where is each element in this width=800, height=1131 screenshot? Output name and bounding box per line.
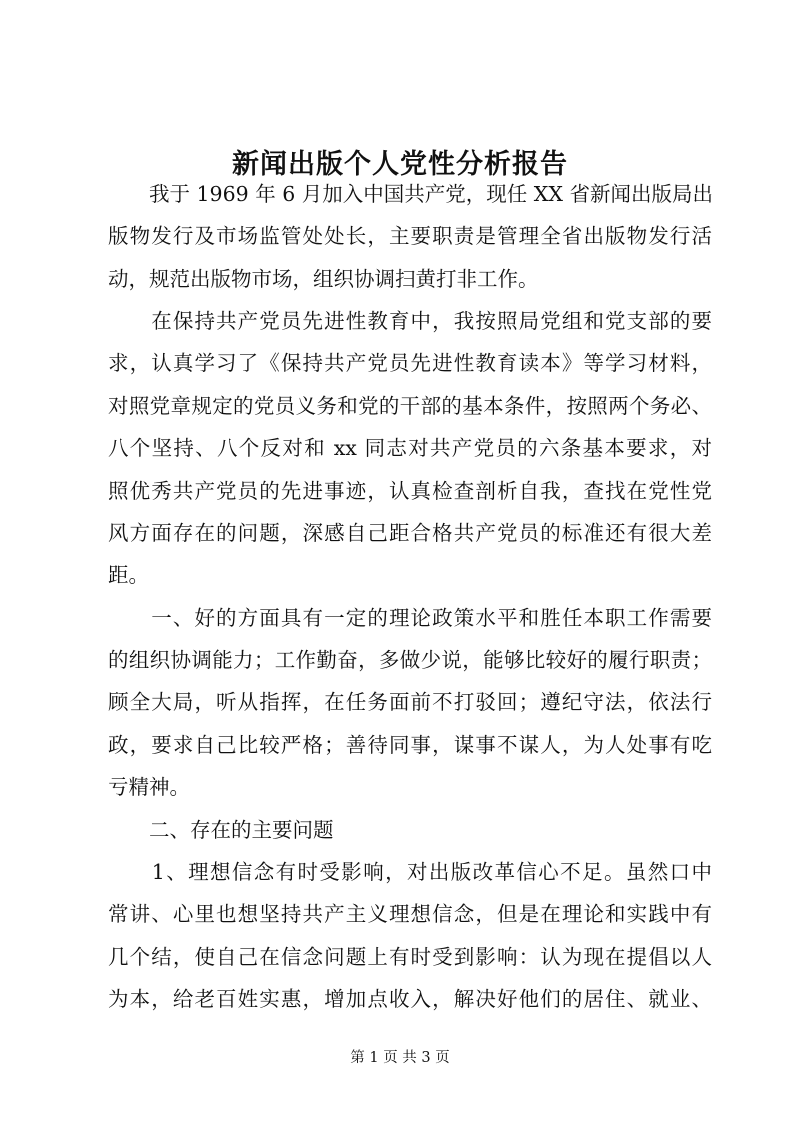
- section-heading: 二、存在的主要问题: [108, 818, 334, 842]
- body-line-10: 距。: [108, 563, 149, 587]
- body-line-8: 照优秀共产党员的先进事迹，认真检查剖析自我，查找在党性党: [108, 479, 712, 503]
- body-line-13: 顾全大局，听从指挥，在任务面前不打驳回；遵纪守法，依法行: [108, 690, 712, 714]
- body-line-3: 动，规范出版物市场，组织协调扫黄打非工作。: [108, 267, 539, 291]
- page-footer: 第 1 页 共 3 页: [350, 1050, 450, 1066]
- body-line-14: 政，要求自己比较严格；善待同事，谋事不谋人，为人处事有吃: [108, 733, 712, 757]
- document-title: 新闻出版个人党性分析报告: [232, 149, 568, 180]
- body-line-18: 常讲、心里也想坚持共产主义理想信念，但是在理论和实践中有: [108, 902, 712, 926]
- body-line-4: 在保持共产党员先进性教育中，我按照局党组和党支部的要: [108, 309, 712, 333]
- body-line-1: 我于 1969 年 6 月加入中国共产党，现任 XX 省新闻出版局出: [108, 182, 713, 206]
- body-line-19: 几个结，使自己在信念问题上有时受到影响：认为现在提倡以人: [108, 945, 712, 969]
- body-line-15: 亏精神。: [108, 775, 190, 799]
- body-line-5: 求，认真学习了《保持共产党员先进性教育读本》等学习材料，: [108, 351, 712, 375]
- body-line-6: 对照党章规定的党员义务和党的干部的基本条件，按照两个务必、: [108, 394, 712, 418]
- body-line-17: 1、理想信念有时受影响，对出版改革信心不足。虽然口中: [108, 860, 712, 884]
- body-line-12: 的组织协调能力；工作勤奋，多做少说，能够比较好的履行职责；: [108, 648, 712, 672]
- body-line-7: 八个坚持、八个反对和 xx 同志对共产党员的六条基本要求，对: [108, 436, 712, 460]
- body-line-20: 为本，给老百姓实惠，增加点收入，解决好他们的居住、就业、: [108, 987, 712, 1011]
- body-line-2: 版物发行及市场监管处处长，主要职责是管理全省出版物发行活: [108, 224, 712, 248]
- body-line-9: 风方面存在的问题，深感自己距合格共产党员的标准还有很大差: [108, 521, 712, 545]
- body-line-11: 一、好的方面具有一定的理论政策水平和胜任本职工作需要: [108, 606, 712, 630]
